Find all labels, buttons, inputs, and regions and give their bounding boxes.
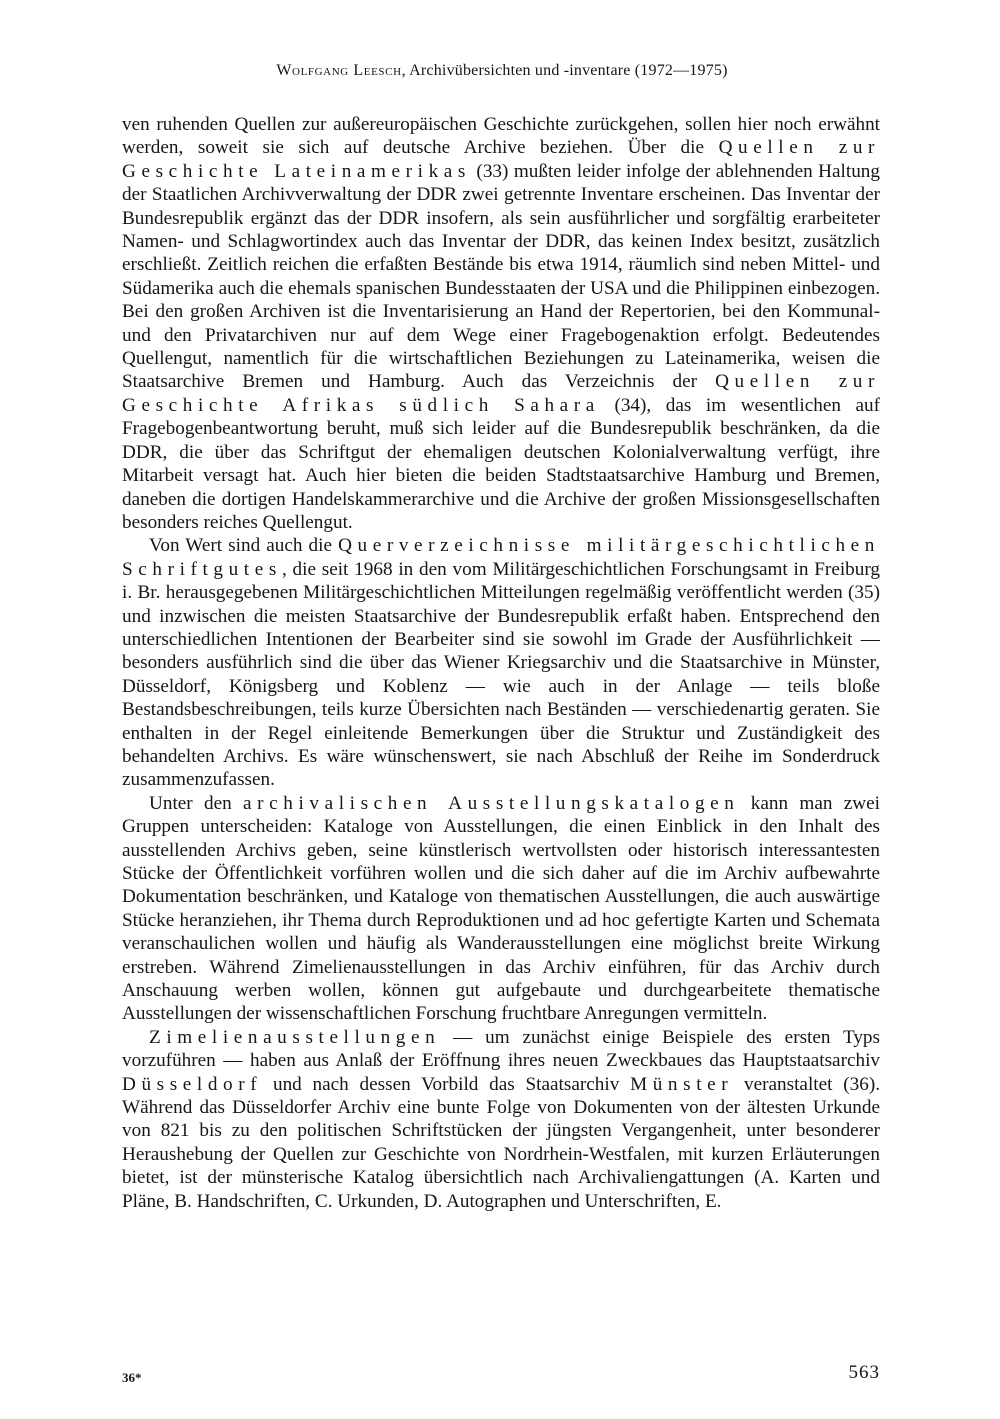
text-run: ven ruhenden Quellen zur außereuropäischen Geschichte zurückgehen, sollen hier noch erwähnt werden, soweit sie sich auf deutsche Archive beziehen. Über die — [122, 114, 880, 159]
text-run: (34), das im wesentlichen auf Fragebogenbeantwortung beruht, muß sich leider auf die Bundesrepublik beschränken, da die DDR, die über das Schriftgut der ehemaligen deutschen Kolonialverwaltung verfügt, ihre Mitarbeit versagt hat. Auch hier bieten die beiden Stadtstaatsarchive Hamburg und Bremen, daneben die dortigen Handelskammerarchive und die Archive der großen Missionsgesellschaften besonders reiches Quellengut. — [122, 394, 880, 533]
text-run: — um zunächst einige Beispiele des ersten Typs vorzuführen — haben aus Anlaß der Eröffnung ihres neuen Zweckbaues das Hauptstaatsarchiv — [122, 1026, 880, 1072]
text-run: , die seit 1968 in den vom Militärgeschichtlichen Forschungsamt in Freiburg i. Br. herausgegebenen Militärgeschichtlichen Mitteilungen regelmäßig veröffentlicht werden (35) und inzwischen die meisten Staatsarchive der Bundesrepublik erfaßt haben. Entsprechend den unterschiedlichen Intentionen der Bearbeiter sind sie sowohl im Grade der Ausführlichkeit — besonders ausführlich sind die über das Wiener Kriegsarchiv und die Staatsarchive in Münster, Düsseldorf, Königsberg und Koblenz — wie auch in der Anlage — teils bloße Bestandsbeschreibungen, teils kurze Übersichten nach Beständen — verschiedenartig geraten. Sie enthalten in der Regel einleitende Bemerkungen über die Struktur und Zuständigkeit des behandelten Archivs. Es wäre wünschenswert, sie nach Abschluß der Reihe im Sonderdruck zusammenzufassen. — [122, 558, 880, 791]
paragraph — [122, 113, 880, 534]
paragraph — [122, 534, 880, 791]
spaced-emphasis: Quellen zur Geschichte Afrikas südlich Sahara — [122, 371, 880, 416]
paragraph — [122, 1026, 880, 1213]
paragraph — [122, 792, 880, 1026]
spaced-emphasis: Querverzeichnisse militärgeschichtlichen Schriftgutes — [122, 535, 880, 580]
text-run: veranstaltet (36). Während das Düsseldorfer Archiv eine bunte Folge von Dokumenten von der ältesten Urkunde von 821 bis zu den politischen Schriftstücken der jüngsten Vergangenheit, unter besonderer Heraushebung der Quellen zur Geschichte von Nordrhein-Westfalen, mit kurzen Erläuterungen bietet, ist der münsterische Katalog übersichtlich nach Archivaliengattungen (A. Karten und Pläne, B. Handschriften, C. Urkunden, D. Autographen und Unterschriften, E. — [122, 1073, 881, 1212]
spaced-emphasis: Düsseldorf — [122, 1073, 263, 1095]
running-head — [122, 62, 882, 80]
text-run: und nach dessen Vorbild das Staatsarchiv — [262, 1073, 631, 1095]
spaced-emphasis: Quellen zur Geschichte Lateinamerikas — [122, 137, 881, 182]
body-text — [122, 113, 880, 1213]
spaced-emphasis: Zimelienausstellungen — [149, 1026, 441, 1048]
spaced-emphasis: Münster — [630, 1073, 734, 1095]
page-number: 563 — [848, 1362, 880, 1383]
text-run: Unter den — [149, 792, 244, 814]
text-run: Von Wert sind auch die — [149, 535, 339, 557]
spaced-emphasis: archivalischen Ausstellungskatalogen — [243, 792, 740, 814]
author-name: Wolfgang Leesch — [276, 62, 402, 79]
signature-mark: 36* — [122, 1370, 142, 1385]
running-title: , Archivübersichten und -inventare (1972—1975) — [401, 62, 728, 79]
text-run: (33) mußten leider infolge der ablehnenden Haltung der Staatlichen Archivverwaltung der DDR zwei getrennte Inventare erscheinen. Das Inventar der Bundesrepublik ergänzt das der DDR insofern, als sein ausführlicher und sorgfältig erarbeiteter Namen- und Schlagwortindex auch das Inventar der DDR, das keinen Index besitzt, zusätzlich erschließt. Zeitlich reichen die erfaßten Bestände bis etwa 1914, räumlich sind neben Mittel- und Südamerika auch die ehemals spanischen Bundesstaaten der USA und die Philippinen einbezogen. Bei den großen Archiven ist die Inventarisierung an Hand der Repertorien, bei den Kommunal- und den Privatarchiven nur auf dem Wege einer Fragebogenaktion erfolgt. Bedeutendes Quellengut, namentlich für die wirtschaftlichen Beziehungen zu Lateinamerika, weisen die Staatsarchive Bremen und Hamburg. Auch das Verzeichnis der — [122, 160, 880, 393]
text-run: kann man zwei Gruppen unterscheiden: Kataloge von Ausstellungen, die einen Einblick in den Inhalt des ausstellenden Archivs geben, seine künstlerisch wertvollsten oder historisch interessantesten Stücke der Öffentlichkeit vorführen wollen und die sich daher auf die im Archiv aufbewahrte Dokumentation beschränken, und Kataloge von thematischen Ausstellungen, die auch auswärtige Stücke heranziehen, ihr Thema durch Reproduktionen und ad hoc gefertigte Karten und Schemata veranschaulichen wollen und häufig als Wanderausstellungen eine möglichst breite Wirkung erstreben. Während Zimelienausstellungen in das Archiv einführen, für das Archiv durch Anschauung werben wollen, können gut aufgebaute und durchgearbeitete thematische Ausstellungen der wissenschaftlichen Forschung fruchtbare Anregungen vermitteln. — [122, 792, 880, 1025]
